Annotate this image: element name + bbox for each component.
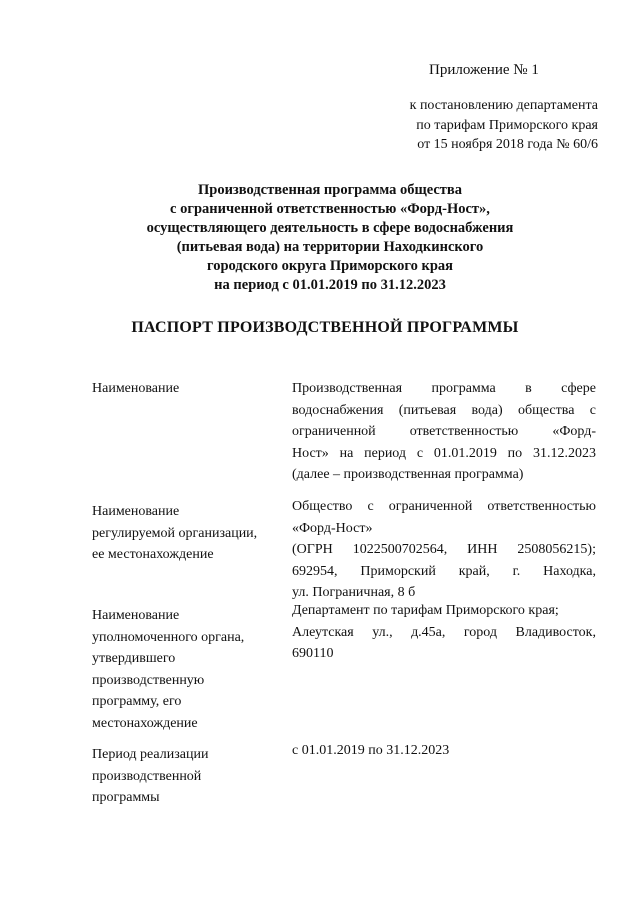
field-value-word: с: [589, 402, 596, 418]
field-value-word: Алеутская: [292, 624, 354, 640]
field-value-line: [292, 622, 596, 644]
program-title-line: на период с 01.01.2019 по 31.12.2023: [214, 277, 446, 293]
field-label-line: Наименование: [92, 504, 180, 519]
field-value-word: ответственностью: [487, 499, 596, 514]
program-title-line: осуществляющего деятельность в сфере водоснабжения: [146, 220, 514, 236]
field-value-line: [292, 600, 596, 622]
field-value-word: по: [507, 445, 523, 461]
field-value-line: [292, 643, 596, 665]
field-value-word: 690110: [292, 646, 334, 661]
field-value-word: программа: [431, 381, 496, 396]
field-label-line: ее местонахождение: [92, 547, 214, 562]
field-value-word: Владивосток,: [515, 624, 596, 640]
field-value-word: Находка,: [543, 563, 596, 579]
field-label-line: местонахождение: [92, 715, 198, 731]
program-title-line: с ограниченной ответственностью «Форд-Ност»,: [170, 201, 490, 217]
field-label-authorized-body: [92, 605, 282, 734]
field-value-line: [292, 421, 596, 443]
field-value-name: [292, 378, 596, 486]
field-value-line: [292, 378, 596, 400]
field-label-line: утвердившего: [92, 651, 176, 666]
field-value-line: [292, 496, 596, 518]
field-label-name: [92, 378, 282, 400]
decree-reference: [383, 96, 598, 155]
field-value-word: ул. Пограничная, 8 б: [292, 585, 416, 600]
field-value-word: на: [339, 445, 354, 461]
field-value-word: общества: [517, 402, 575, 418]
field-label-line: уполномоченного органа,: [92, 629, 245, 645]
field-value-word: (питьевая: [398, 402, 457, 418]
field-value-word: д.45а,: [411, 624, 446, 640]
field-label-line: Период реализации: [92, 747, 209, 762]
field-value-word: в: [525, 381, 532, 396]
field-value-word: ответственностью: [409, 424, 519, 439]
field-label-line: программу, его: [92, 694, 182, 709]
field-value-line: [292, 561, 596, 583]
field-value-line: [292, 400, 596, 422]
field-value-implementation-period: [292, 740, 596, 762]
field-value-line: [292, 464, 596, 486]
field-value-word: Производственная: [292, 381, 403, 396]
program-title-line: (питьевая вода) на территории Находкинского: [176, 239, 484, 255]
field-value-word: 31.12.2023: [532, 445, 596, 461]
field-value-word: ограниченной: [292, 424, 376, 439]
field-value-line: [292, 539, 596, 561]
field-value-word: сфере: [561, 381, 596, 396]
field-value-word: водоснабжения: [292, 402, 384, 418]
decree-line: от 15 ноября 2018 года № 60/6: [417, 137, 598, 152]
passport-heading: ПАСПОРТ ПРОИЗВОДСТВЕННОЙ ПРОГРАММЫ: [131, 319, 519, 336]
field-value-word: Приморский: [360, 563, 436, 579]
field-value-word: 2508056215);: [517, 542, 596, 557]
field-value-word: с: [416, 445, 424, 461]
field-label-line: Наименование: [92, 608, 180, 623]
field-label-line: производственную: [92, 672, 205, 688]
field-value-authorized-body: [292, 600, 596, 665]
field-value-word: 692954,: [292, 563, 338, 579]
field-value-line: [292, 740, 596, 762]
field-value-word: с: [367, 499, 374, 514]
field-value-word: ограниченной: [388, 499, 473, 514]
field-value-word: ИНН: [467, 542, 498, 557]
decree-line: по тарифам Приморского края: [416, 117, 598, 133]
field-value-word: (ОГРН: [292, 542, 333, 557]
field-value-word: (далее – производственная программа): [292, 467, 524, 482]
field-value-word: Общество: [292, 499, 353, 514]
field-value-word: край,: [458, 563, 490, 579]
field-value-line: [292, 518, 596, 540]
field-value-word: ул.,: [372, 624, 393, 640]
field-label-implementation-period: [92, 744, 282, 809]
field-value-word: г.: [512, 563, 521, 579]
field-value-word: вода): [471, 402, 503, 418]
field-value-word: Ност»: [292, 445, 329, 461]
field-value-word: «Форд-: [552, 424, 596, 439]
field-value-word: Департамент по тарифам Приморского края;: [292, 603, 559, 618]
decree-line: к постановлению департамента: [409, 98, 598, 113]
field-value-word: период: [364, 445, 407, 461]
appendix-label: Приложение № 1: [429, 62, 539, 78]
field-label-line: Наименование: [92, 381, 180, 396]
field-value-word: 1022500702564,: [352, 542, 448, 557]
field-label-line: производственной: [92, 768, 202, 784]
field-label-regulated-organization: [92, 501, 282, 566]
field-value-word: «Форд-Ност»: [292, 520, 373, 536]
field-label-line: программы: [92, 790, 160, 805]
field-value-regulated-organization: [292, 496, 596, 604]
program-title-line: городского округа Приморского края: [207, 258, 453, 274]
program-title-line: Производственная программа общества: [197, 182, 463, 198]
field-value-word: 01.01.2019: [433, 445, 497, 461]
program-title: [90, 181, 570, 295]
field-label-line: регулируемой организации,: [92, 525, 258, 541]
field-value-word: город: [463, 624, 498, 640]
field-value-word: с 01.01.2019 по 31.12.2023: [292, 743, 450, 758]
field-value-line: [292, 443, 596, 465]
